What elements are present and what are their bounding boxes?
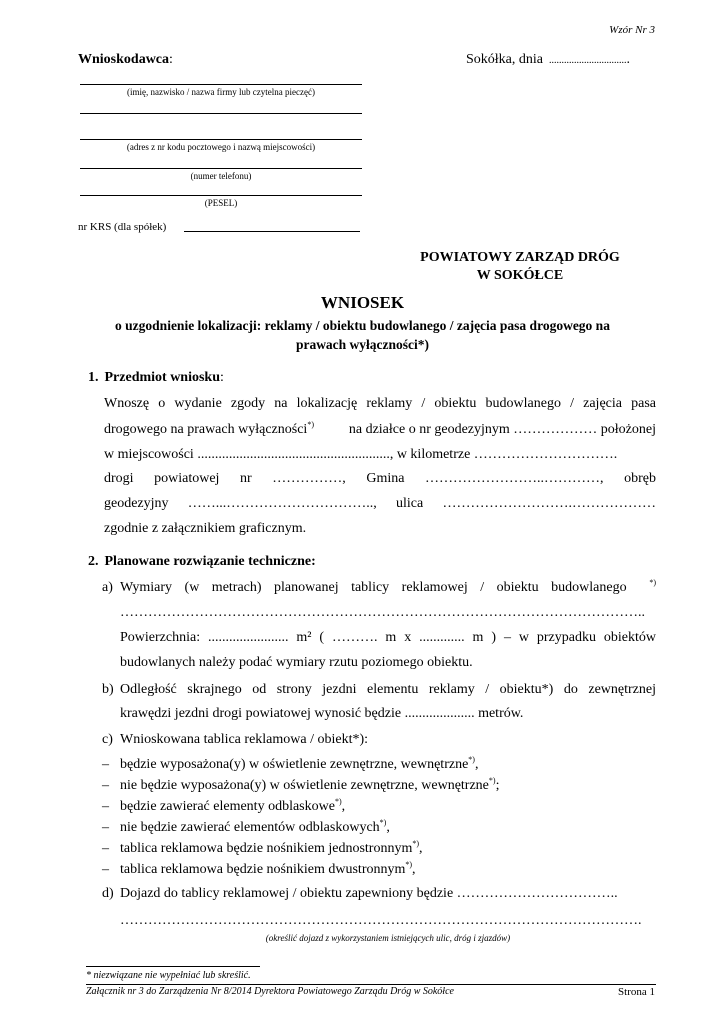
footer-rule: [86, 984, 656, 985]
bullet-option[interactable]: [120, 820, 390, 836]
krs-line[interactable]: [184, 231, 360, 232]
section2-title: Planowane rozwiązanie techniczne:: [104, 554, 316, 569]
item-c-mark: c): [102, 732, 113, 747]
phone-hint: (numer telefonu): [190, 171, 252, 181]
item-a-line-4: budowlanych należy podać wymiary rzutu poziomego obiektu.: [120, 655, 473, 670]
applicant-colon: :: [169, 52, 173, 67]
bullet-text: będzie zawierać elementy odblaskowe: [120, 799, 335, 814]
page-number: Strona 1: [618, 986, 655, 998]
section1-colon: :: [220, 370, 224, 385]
bullet-option[interactable]: [120, 757, 478, 773]
section1-line-4: drogi powiatowej nr ……………, Gmina ……………………..…………, obręb: [104, 471, 656, 486]
krs-label: nr KRS (dla spółek): [78, 221, 167, 233]
item-a-line-1: [120, 580, 656, 596]
recipient-line-2: W SOKÓŁCE: [476, 268, 564, 283]
bullet-sup: *): [334, 797, 342, 806]
section1-line-3: w miejscowości ......................................................., w kilometrze ………………………….: [104, 447, 618, 462]
bullet-end: ,: [412, 862, 416, 877]
bullet-text: będzie wyposażona(y) w oświetlenie zewnętrzne, wewnętrzne: [120, 757, 469, 772]
bullet-end: ,: [419, 841, 423, 856]
bullet-end: ,: [386, 820, 390, 835]
item-b-line-2: krawędzi jezdni drogi powiatowej wynosić będzie .................... metrów.: [120, 706, 524, 721]
section1-line-2a: drogowego na prawach wyłączności*): [104, 420, 314, 437]
item-c-line-1: Wnioskowana tablica reklamowa / obiekt*):: [120, 732, 369, 747]
section2-number: 2.: [88, 554, 99, 569]
bullet-option[interactable]: [120, 799, 345, 815]
document-title: WNIOSEK: [320, 293, 405, 312]
bullet-sup: *): [488, 776, 496, 785]
address-line-2[interactable]: [80, 139, 362, 140]
section1-heading: [88, 370, 224, 386]
bullet-sup: *): [412, 839, 420, 848]
annex-note: Załącznik nr 3 do Zarządzenia Nr 8/2014 Dyrektora Powiatowego Zarządu Dróg w Sokółce: [86, 986, 454, 997]
item-d-line-2[interactable]: ………………………………………………………………………………………………….: [120, 913, 642, 928]
bullet-sup: *): [379, 818, 387, 827]
bullet-text: tablica reklamowa będzie nośnikiem jednostronnym: [120, 841, 413, 856]
address-line-1[interactable]: [80, 113, 362, 114]
bullet-end: ,: [474, 757, 479, 772]
applicant-label: Wnioskodawca: [78, 52, 170, 67]
bullet-sup: *): [405, 860, 413, 869]
item-a-line-2[interactable]: …………………………………………………………………………………………………..: [120, 605, 645, 620]
form-number: Wzór Nr 3: [609, 24, 655, 36]
bullet-mark: –: [102, 799, 109, 814]
name-line[interactable]: [80, 84, 362, 85]
bullet-end: ;: [495, 778, 500, 793]
item-d-mark: d): [102, 886, 114, 901]
document-subtitle-2: prawach wyłączności*): [295, 337, 430, 352]
city-date: [466, 52, 630, 68]
date-field[interactable]: ...............................: [549, 55, 627, 66]
bullet-text: tablica reklamowa będzie nośnikiem dwustronnym: [120, 862, 406, 877]
item-d-line-1[interactable]: Dojazd do tablicy reklamowej / obiektu zapewniony będzie ……………………………..: [120, 886, 618, 901]
bullet-mark: –: [102, 862, 109, 877]
phone-line[interactable]: [80, 168, 362, 169]
recipient-line-1: POWIATOWY ZARZĄD DRÓG: [420, 250, 620, 265]
bullet-text: nie będzie wyposażona(y) w oświetlenie zewnętrzne, wewnętrzne: [120, 778, 489, 793]
pesel-line[interactable]: [80, 195, 362, 196]
item-a-mark: a): [102, 580, 113, 595]
section2-heading: [88, 554, 316, 570]
pesel-hint: (PESEL): [204, 198, 238, 208]
bullet-option[interactable]: [120, 778, 499, 794]
section1-line-6: zgodnie z załącznikiem graficznym.: [104, 521, 307, 536]
section1-line-2: [104, 422, 656, 438]
applicant-label-wrap: [78, 52, 173, 68]
item-d-hint: (określić dojazd z wykorzystaniem istniejących ulic, dróg i zjazdów): [265, 933, 511, 943]
bullet-text: nie będzie zawierać elementów odblaskowych: [120, 820, 380, 835]
city-date-label: Sokółka, dnia: [466, 52, 543, 67]
item-a-line-3: Powierzchnia: ....................... m² ( ………. m x ............. m ) – w przypadku obiektów: [120, 630, 656, 645]
footnote-separator: [86, 966, 260, 967]
section1-title: Przedmiot wniosku: [104, 370, 220, 385]
footnote: * niezwiązane nie wypełniać lub skreślić.: [86, 970, 251, 981]
bullet-mark: –: [102, 757, 109, 772]
bullet-option[interactable]: [120, 862, 416, 878]
bullet-sup: *): [468, 755, 475, 764]
item-a-line-1-text: Wymiary (w metrach) planowanej tablicy reklamowej / obiektu budowlanego: [120, 580, 627, 595]
bullet-mark: –: [102, 820, 109, 835]
bullet-mark: –: [102, 841, 109, 856]
section1-line-2b: na działce o nr geodezyjnym ……………… położonej: [348, 422, 656, 437]
section1-line-5: geodezyjny ……...………………………….., ulica ……………………….………………: [104, 496, 656, 511]
section1-line-1: Wnoszę o wydanie zgody na lokalizację reklamy / obiektu budowlanego / zajęcia pasa: [104, 396, 656, 411]
item-b-line-1: Odległość skrajnego od strony jezdni elementu reklamy / obiektu*) do zewnętrznej: [120, 682, 656, 697]
item-a-line-1-sup: *): [649, 578, 656, 587]
address-hint: (adres z nr kodu pocztowego i nazwą miejscowości): [126, 142, 316, 152]
date-end: .: [626, 52, 630, 67]
section1-number: 1.: [88, 370, 99, 385]
bullet-mark: –: [102, 778, 109, 793]
bullet-option[interactable]: [120, 841, 423, 857]
item-b-mark: b): [102, 682, 114, 697]
document-subtitle-1: o uzgodnienie lokalizacji: reklamy / obiektu budowlanego / zajęcia pasa drogowego na: [115, 318, 610, 333]
name-hint: (imię, nazwisko / nazwa firmy lub czytelna pieczęć): [127, 87, 315, 97]
bullet-end: ,: [341, 799, 346, 814]
